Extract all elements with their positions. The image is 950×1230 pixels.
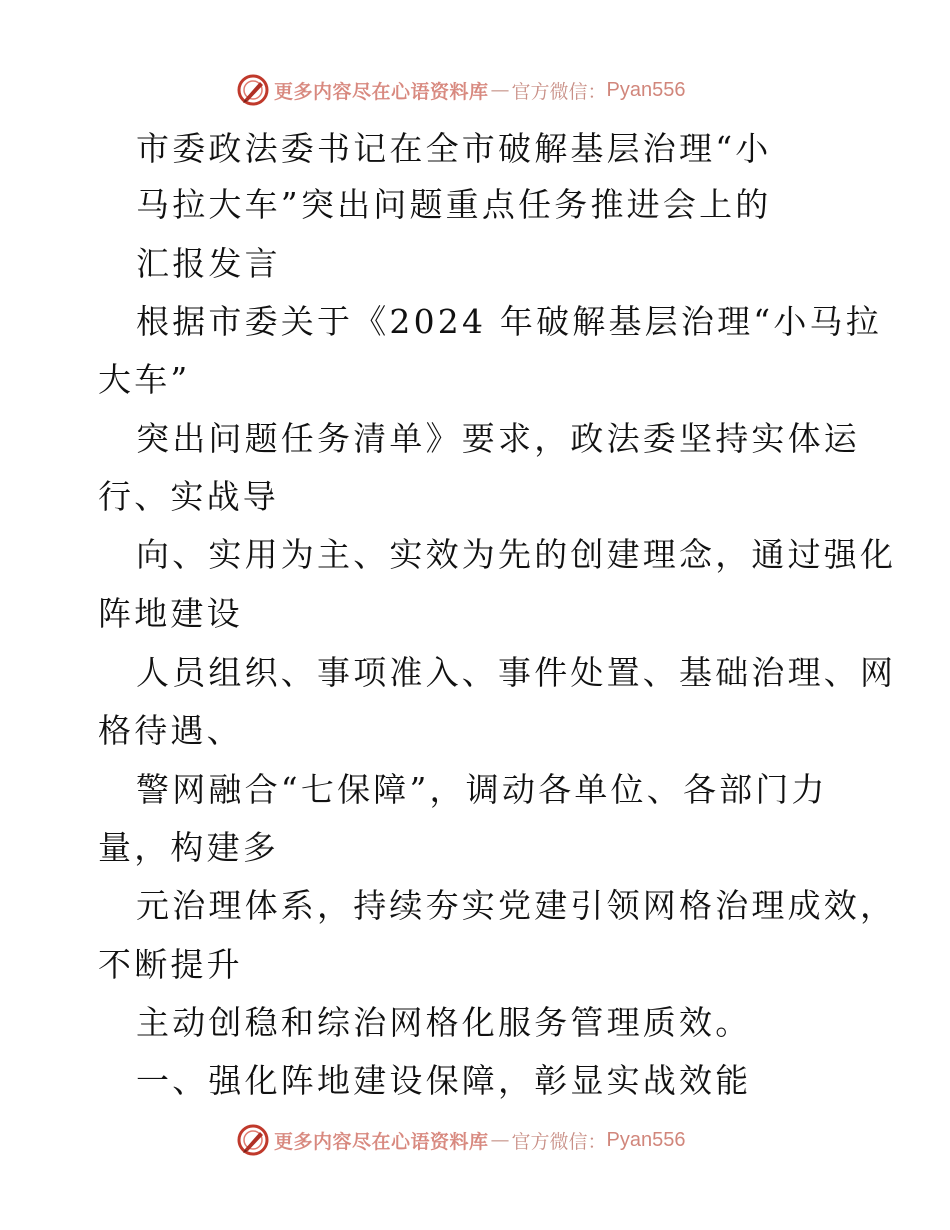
body-line-6: 阵地建设 (98, 594, 243, 633)
body-line-5: 向、实用为主、实效为先的创建理念，通过强化 (136, 535, 897, 574)
body-line-1: 根据市委关于《2024 年破解基层治理“小马拉 (136, 302, 882, 341)
watermark-handle: Pyan556 (606, 78, 686, 101)
body-line-8: 格待遇、 (98, 711, 243, 750)
body-line-4: 行、实战导 (98, 477, 279, 516)
body-line-9: 警网融合“七保障”，调动各单位、各部门力 (136, 770, 828, 809)
watermark-official-label: 官方微信： (511, 80, 607, 103)
body-line-13: 主动创稳和综治网格化服务管理质效。 (136, 1003, 752, 1042)
title-line-3: 汇报发言 (136, 244, 281, 283)
header-watermark (236, 72, 686, 108)
body-line-11: 元治理体系，持续夯实党建引领网格治理成效， (136, 886, 897, 925)
title-line-2: 马拉大车”突出问题重点任务推进会上的 (136, 185, 772, 224)
watermark-official-label: 官方微信： (511, 1130, 607, 1153)
watermark-brand-text: 更多内容尽在心语资料库 (274, 80, 489, 103)
body-line-10: 量，构建多 (98, 828, 279, 867)
section-heading-1: 一、强化阵地建设保障，彰显实战效能 (136, 1061, 752, 1100)
watermark-brand-text: 更多内容尽在心语资料库 (274, 1130, 489, 1153)
body-line-7: 人员组织、事项准入、事件处置、基础治理、网 (136, 653, 897, 692)
title-line-1: 市委政法委书记在全市破解基层治理“小 (136, 129, 772, 168)
footer-watermark (236, 1122, 686, 1158)
body-line-2: 大车” (98, 360, 191, 399)
watermark-separator: — (490, 1129, 510, 1151)
body-line-3: 突出问题任务清单》要求，政法委坚持实体运 (136, 419, 860, 458)
pen-circle-logo-icon (236, 1123, 270, 1157)
watermark-handle: Pyan556 (606, 1128, 686, 1151)
pen-circle-logo-icon (236, 73, 270, 107)
watermark-separator: — (490, 79, 510, 101)
body-line-12: 不断提升 (98, 945, 243, 984)
